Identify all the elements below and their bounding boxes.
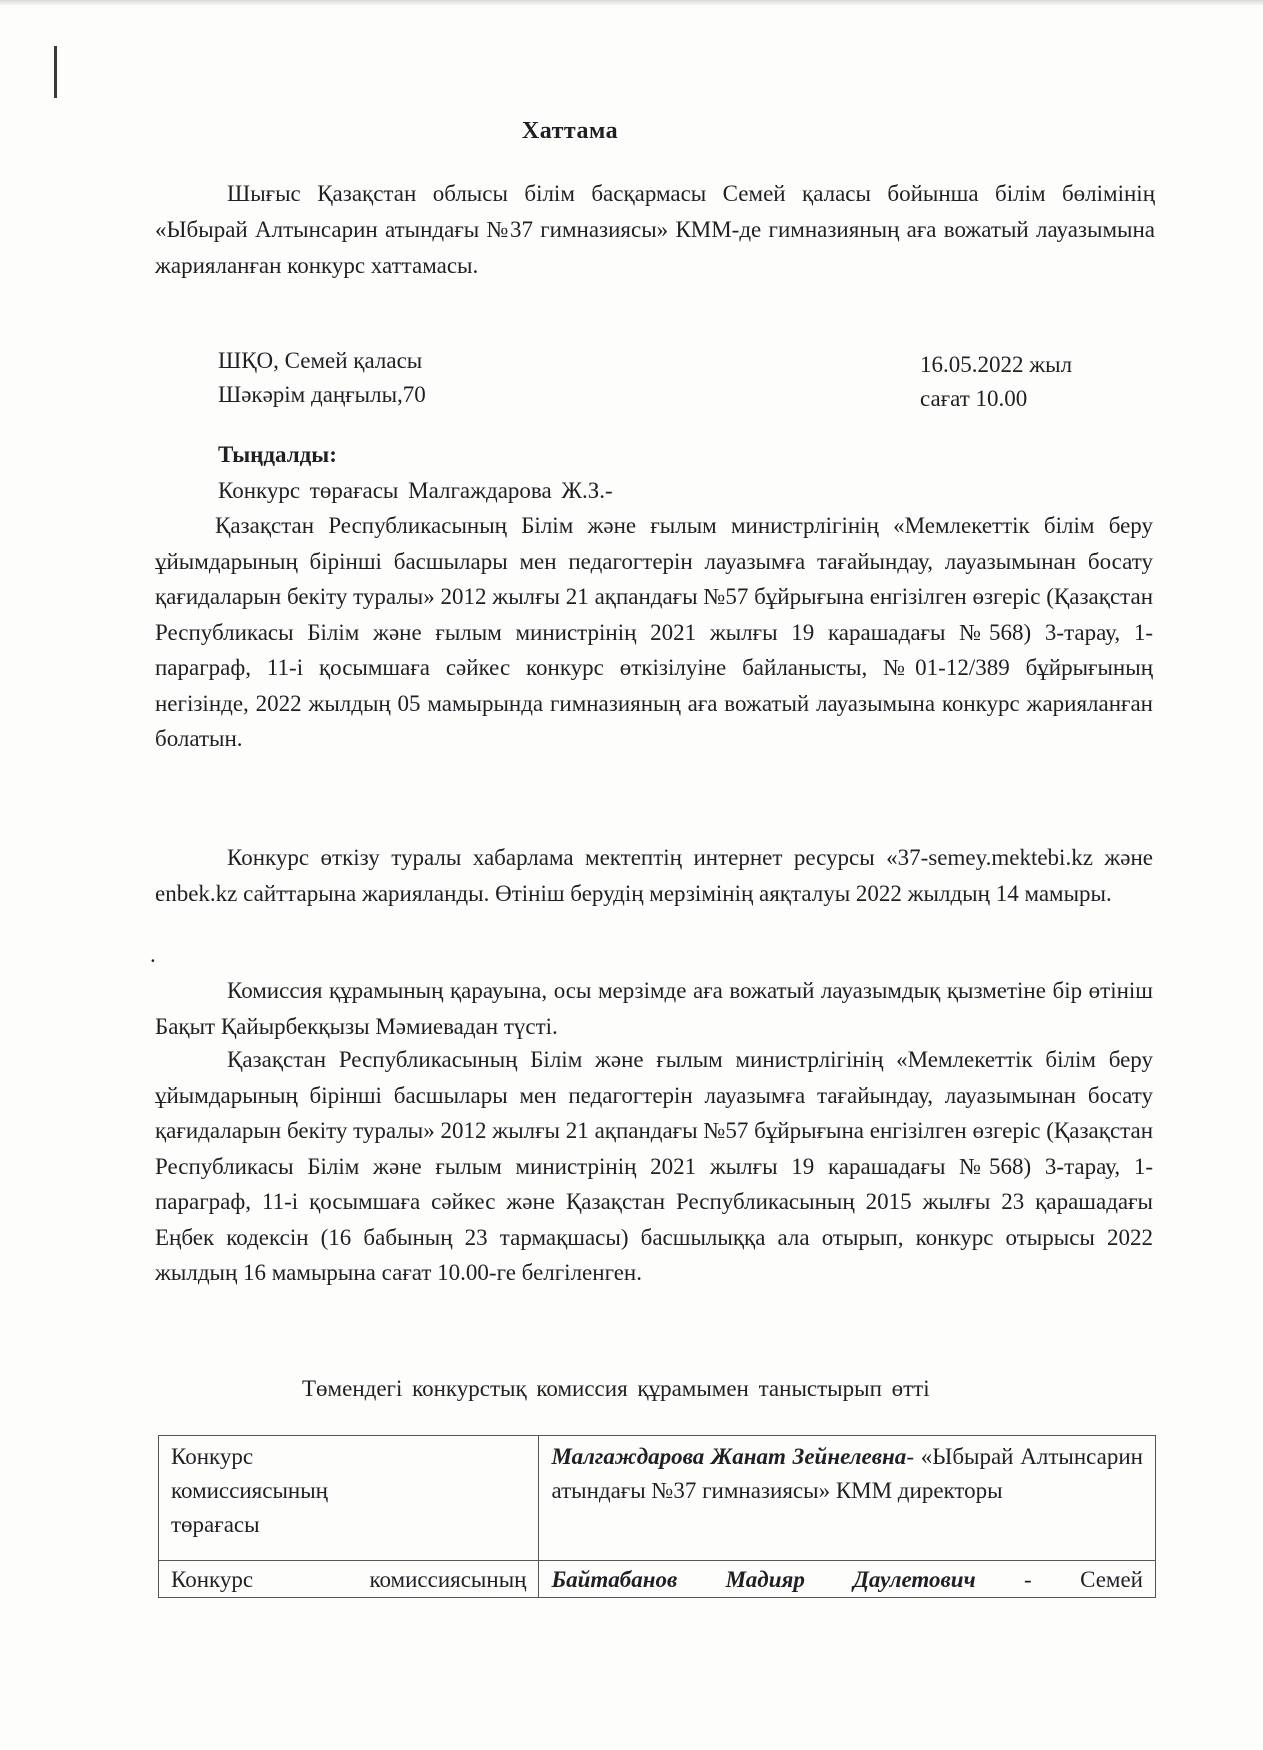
table-intro: Төмендегі конкурстық комиссия құрамымен таныстырып өтті — [302, 1376, 930, 1401]
role-cell — [159, 1436, 539, 1561]
stray-dot: . — [150, 942, 156, 967]
member-cell — [539, 1436, 1156, 1561]
role-text: Конкурс комиссиясының — [171, 1567, 527, 1592]
member-details: - «Ыбырай Алтынсарин атындағы №37 гимназиясы» КММ директоры — [551, 1444, 1143, 1503]
role-cell — [159, 1561, 539, 1598]
member-name: Байтабанов Мадияр Даулетович — [551, 1567, 976, 1592]
member-name: Малгаждарова Жанат Зейнелевна — [551, 1444, 907, 1469]
commission-table — [158, 1435, 1156, 1598]
member-cell — [539, 1561, 1156, 1598]
chair-line: Конкурс төрағасы Малгаждарова Ж.З.- — [218, 478, 613, 503]
place-address: Шәкәрім даңғылы,70 — [218, 382, 426, 407]
table-row — [159, 1561, 1156, 1598]
place-block — [218, 344, 426, 412]
member-details: - Семей — [975, 1567, 1143, 1592]
paragraph-application: Комиссия құрамының қарауына, осы мерзімде аға вожатый лауазымдық қызметіне бір өтініш Бақыт Қайырбекқызы Мәмиевадан түсті. — [155, 978, 1153, 1039]
paragraph-announcement: Қазақстан Республикасының Білім және ғылым министрлігінің «Мемлекеттік білім беру ұйымдарының бірінші басшылары мен педагогтерін лауазымға тағайындау, лауазымынан босату қағидаларын бекіту туралы» 2012 жылғы 21 ақпандағы №57 бұйрығына енгізілген өзгеріс (Қазақстан Республикасы Білім және ғылым министрінің 2021 жылғы 19 карашадағы №568) 3-тарау, 1-параграф, 11-і қосымшаға сәйкес конкурс өткізілуіне байланысты, №01-12/389 бұйрығының негізінде, 2022 жылдың 05 мамырында гимназияның аға вожатый лауазымына конкурс жарияланған болатын. — [155, 513, 1153, 751]
scan-top-edge — [0, 0, 1263, 6]
table-row — [159, 1436, 1156, 1561]
place-city: ШҚО, Семей қаласы — [218, 348, 423, 373]
intro-paragraph: Шығыс Қазақстан облысы білім басқармасы Семей қаласы бойынша білім бөлімінің «Ыбырай Алтынсарин атындағы №37 гимназиясы» КММ-де гимназияның аға вожатый лауазымына жарияланған конкурс хаттамасы. — [155, 181, 1155, 278]
role-text: Конкурс комиссиясының төрағасы — [171, 1444, 328, 1537]
meeting-date: 16.05.2022 жыл — [920, 352, 1073, 377]
paragraph-meeting-schedule: Қазақстан Республикасының Білім және ғылым министрлігінің «Мемлекеттік білім беру ұйымдарының бірінші басшылары мен педагогтерін лауазымға тағайындау, лауазымынан босату қағидаларын бекіту туралы» 2012 жылғы 21 ақпандағы №57 бұйрығына енгізілген өзгеріс (Қазақстан Республикасы Білім және ғылым министрінің 2021 жылғы 19 карашадағы №568) 3-тарау, 1-параграф, 11-і қосымшаға сәйкес және Қазақстан Республикасының 2015 жылғы 23 қарашадағы Еңбек кодексін (16 бабының 23 тармақшасы) басшылыққа ала отырып, конкурс отырысы 2022 жылдың 16 мамырына сағат 10.00-ге белгіленген. — [155, 1047, 1153, 1285]
margin-mark — [54, 46, 57, 98]
heard-heading: Тыңдалды: — [218, 442, 337, 467]
meeting-time: сағат 10.00 — [920, 386, 1028, 411]
paragraph-publication: Конкурс өткізу туралы хабарлама мектептің интернет ресурсы «37-semey.mektebi.kz және enbek.kz сайттарына жарияланды. Өтініш берудің мерзімінің аяқталуы 2022 жылдың 14 мамыры. — [155, 845, 1153, 906]
document-title: Хаттама — [521, 118, 619, 144]
datetime-block — [920, 348, 1072, 416]
